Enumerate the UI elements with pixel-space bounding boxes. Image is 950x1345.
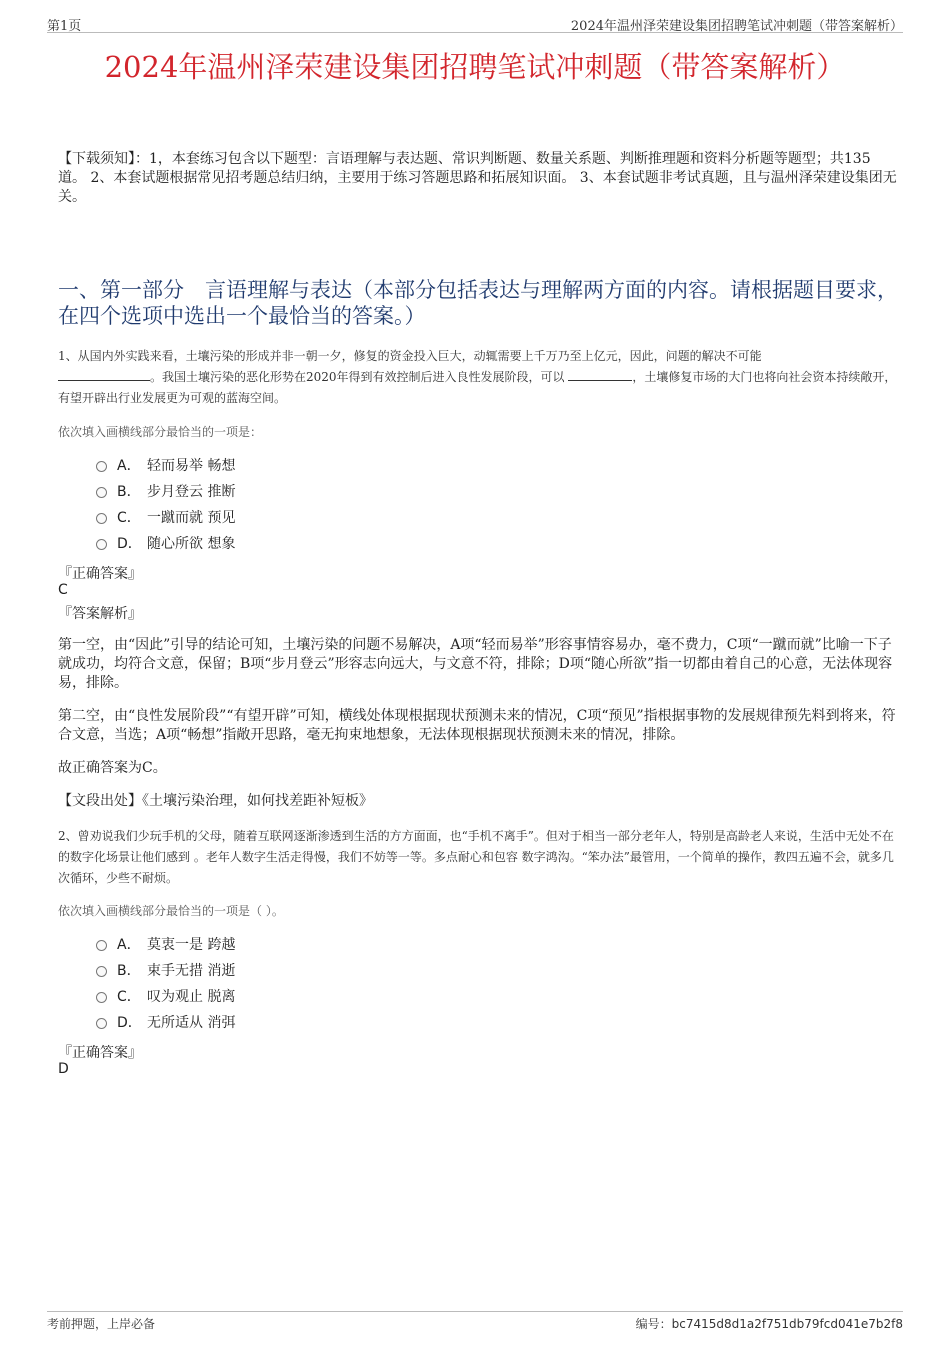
correct-answer-label: 『正确答案』 — [58, 566, 142, 582]
question-1-text-b: 。我国土壤污染的恶化形势在2020年得到有效控制后进入良性发展阶段，可以 — [150, 370, 565, 384]
question-2-text: 2、曾劝说我们少玩手机的父母，随着互联网逐渐渗透到生活的方方面面，也“手机不离手”。但对于相当一部分老年人，特别是高龄老人来说，生活中无处不在的数字化场景让他们感到 。老年人数字生活走得慢，我们不妨等一等。多点耐心和包容 数字鸿沟。“笨办法”最管用，一个简单的操作，教四五遍不会，就多几次循环，少些不耐烦。 — [58, 829, 894, 885]
option-letter: B． — [117, 963, 141, 979]
question-1-text-c: ，土壤修复市场的大门也将向社会资本持续敞开，有望开辟出行业发展更为可观的蓝海空间。 — [58, 370, 897, 405]
question-1-prompt: 依次填入画横线部分最恰当的一项是： — [58, 425, 263, 439]
radio-icon[interactable] — [96, 461, 107, 472]
option-letter: C． — [117, 989, 141, 1005]
option-text: 一蹴而就 预见 — [147, 510, 236, 526]
radio-icon[interactable] — [96, 940, 107, 951]
question-2-option-b[interactable] — [96, 961, 235, 981]
analysis-paragraph-1: 第一空，由“因此”引导的结论可知，土壤污染的问题不易解决，A项“轻而易举”形容事情容易办，毫不费力，C项“一蹴而就”比喻一下子就成功，均符合文意，保留；B项“步月登云”形容志向远大，与文意不符，排除；D项“随心所欲”指一切都由着自己的心意，无法体现容易，排除。 — [58, 637, 893, 691]
page-title: 2024年温州泽荣建设集团招聘笔试冲刺题（带答案解析） — [104, 50, 846, 84]
option-text: 叹为观止 脱离 — [147, 989, 236, 1005]
radio-icon[interactable] — [96, 1018, 107, 1029]
footer-code-label: 编号： — [635, 1317, 672, 1331]
answer-blank — [568, 368, 632, 381]
option-text: 随心所欲 想象 — [147, 536, 236, 552]
answer-blank — [58, 368, 150, 381]
download-notice: 【下载须知】：1，本套练习包含以下题型：言语理解与表达题、常识判断题、数量关系题、判断推理题和资料分析题等题型；共135道。 2、本套试题根据常见招考题总结归纳，主要用于练习答题思路和拓展知识面。 3、本套试题非考试真题，且与温州泽荣建设集团无关。 — [58, 151, 897, 205]
radio-icon[interactable] — [96, 487, 107, 498]
question-1-text-a: 1、从国内外实践来看，土壤污染的形成并非一朝一夕，修复的资金投入巨大，动辄需要上千万乃至上亿元，因此，问题的解决不可能 — [58, 349, 762, 363]
question-1-option-b[interactable] — [96, 482, 235, 502]
passage-source: 【文段出处】《土壤污染治理，如何找差距补短板》 — [58, 793, 373, 809]
option-text: 轻而易举 畅想 — [147, 458, 236, 474]
page-number: 第1页 — [47, 19, 82, 34]
question-2-option-d[interactable] — [96, 1013, 235, 1033]
footer-slogan: 考前押题，上岸必备 — [47, 1317, 156, 1331]
question-2-option-c[interactable] — [96, 987, 235, 1007]
footer-code — [636, 1315, 903, 1332]
question-1-text — [58, 346, 898, 409]
footer-code-value: bc7415d8d1a2f751db79fcd041e7b2f8 — [671, 1317, 903, 1331]
header-divider — [47, 32, 903, 33]
correct-answer: D — [58, 1061, 69, 1077]
question-1-option-a[interactable] — [96, 456, 235, 476]
option-text: 束手无措 消逝 — [147, 963, 236, 979]
question-1-option-c[interactable] — [96, 508, 235, 528]
question-2-prompt: 依次填入画横线部分最恰当的一项是（ ）。 — [58, 904, 284, 918]
radio-icon[interactable] — [96, 539, 107, 550]
correct-answer-label: 『正确答案』 — [58, 1045, 142, 1061]
option-letter: D． — [117, 536, 142, 552]
option-letter: A． — [117, 458, 141, 474]
analysis-conclusion: 故正确答案为C。 — [58, 760, 167, 776]
analysis-paragraph-2: 第二空，由“良性发展阶段”“有望开辟”可知，横线处体现根据现状预测未来的情况，C项“预见”指根据事物的发展规律预先料到将来，符合文意，当选；A项“畅想”指敞开思路，毫无拘束地想象，无法体现根据现状预测未来的情况，排除。 — [58, 708, 896, 743]
footer-divider — [47, 1311, 903, 1312]
option-text: 无所适从 消弭 — [147, 1015, 236, 1031]
section-title: 一、第一部分 言语理解与表达（本部分包括表达与理解两方面的内容。请根据题目要求，在四个选项中选出一个最恰当的答案。） — [58, 278, 898, 328]
analysis-label: 『答案解析』 — [58, 606, 142, 622]
option-letter: D． — [117, 1015, 142, 1031]
header-doc-title: 2024年温州泽荣建设集团招聘笔试冲刺题（带答案解析） — [570, 19, 903, 34]
option-letter: B． — [117, 484, 141, 500]
radio-icon[interactable] — [96, 513, 107, 524]
option-letter: C． — [117, 510, 141, 526]
radio-icon[interactable] — [96, 966, 107, 977]
option-text: 步月登云 推断 — [147, 484, 236, 500]
option-letter: A． — [117, 937, 141, 953]
option-text: 莫衷一是 跨越 — [147, 937, 236, 953]
question-2-option-a[interactable] — [96, 935, 235, 955]
question-1-option-d[interactable] — [96, 534, 235, 554]
correct-answer: C — [58, 582, 68, 598]
radio-icon[interactable] — [96, 992, 107, 1003]
